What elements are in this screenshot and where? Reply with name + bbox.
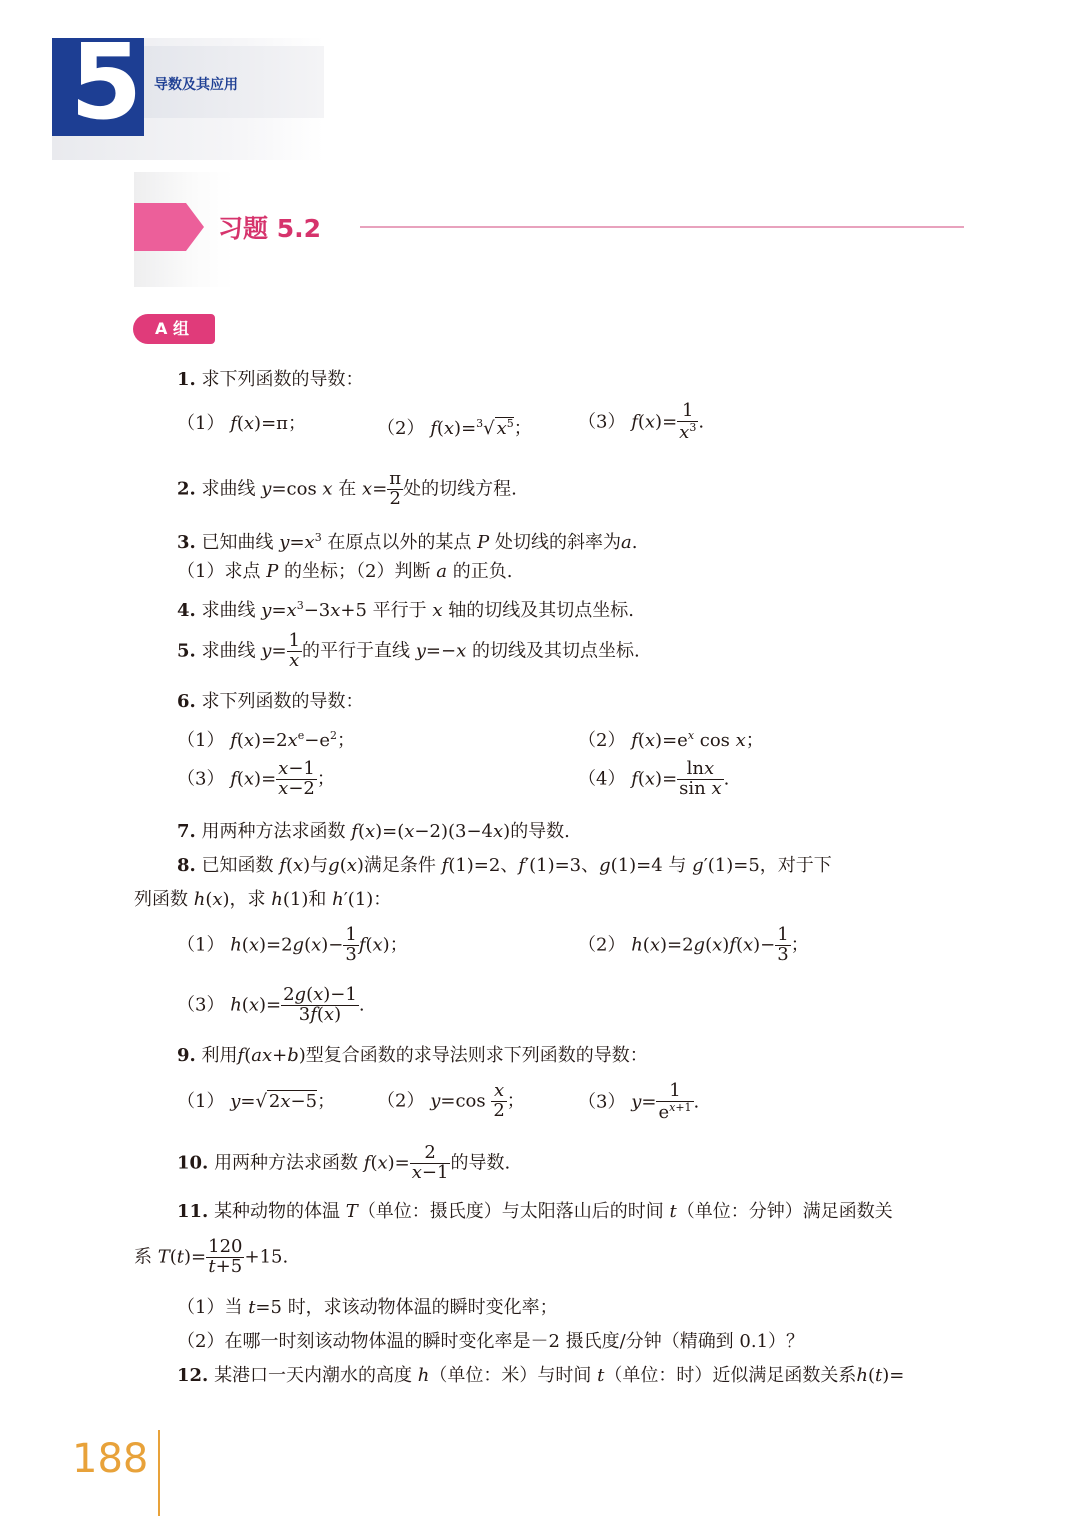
exercise-1-part-3: （3） f(x)= $\frac{1}{x^3}$ . bbox=[578, 400, 705, 443]
exercise-9: 9. 利用f(ax+b)型复合函数的求导法则求下列函数的导数： bbox=[177, 1045, 648, 1066]
chapter-number: 5 bbox=[70, 21, 143, 143]
exercise-8-part-3: （3） h(x)= $\frac{2g(x)-1}{3f(x)}$ . bbox=[177, 984, 365, 1025]
exercise-4: 4. 求曲线 $y=x^3-3x+5$ 平行于 x 轴的切线及其切点坐标. bbox=[177, 599, 635, 621]
exercise-1-part-2: （2） f(x)=$^3$√ $x^5$； bbox=[377, 417, 532, 439]
exercise-1: 1. 求下列函数的导数： bbox=[177, 369, 364, 390]
exercise-6: 6. 求下列函数的导数： bbox=[177, 691, 364, 712]
exercise-11-question-2: （2）在哪一时刻该动物体温的瞬时变化率是－2 摄氏度/分钟（精确到 0.1）？ bbox=[177, 1331, 805, 1352]
exercise-8-part-2: （2） h(x)=2g(x)f(x)− $\frac{1}{3}$ ； bbox=[578, 924, 809, 965]
exercise-7: 7. 用两种方法求函数 f(x)=(x−2)(3−4x)的导数. bbox=[177, 821, 570, 842]
page-number: 188 bbox=[72, 1436, 149, 1482]
exercise-6-part-4: （4） f(x)= $\frac{\ln x}{\text{sin x}}$ . bbox=[578, 758, 730, 799]
exercise-2: 2. 求曲线 y=cos x 在 x= $\frac{\pi}{2}$ 处的切线方程. bbox=[177, 468, 517, 509]
exercise-5: 5. 求曲线 y= $\frac{1}{x}$ 的平行于直线 y=−x 的切线及其切点坐标. bbox=[177, 630, 640, 671]
exercise-9-part-2: （2） y=cos $\frac{x}{2}$ ； bbox=[377, 1080, 525, 1121]
exercise-6-part-1: （1） $f(x)=2x^e-e^2$； bbox=[177, 729, 356, 751]
group-badge: A 组 bbox=[133, 314, 215, 344]
exercise-3-parts: （1）求点 P 的坐标；（2）判断 a 的正负. bbox=[177, 561, 513, 582]
exercise-11: 11. 某种动物的体温 T（单位：摄氏度）与太阳落山后的时间 t（单位：分钟）满足函数关 bbox=[177, 1201, 893, 1222]
section-divider bbox=[360, 226, 964, 228]
exercise-6-part-3: （3） f(x)= $\frac{x-1}{x-2}$ ； bbox=[177, 758, 335, 799]
exercise-8-part-1: （1） h(x)=2g(x)− $\frac{1}{3}$ f(x)； bbox=[177, 924, 408, 965]
exercise-8-line-2: 列函数 h(x)，求 h(1)和 h′(1)： bbox=[134, 889, 392, 910]
section-title: 习题 5.2 bbox=[218, 214, 321, 243]
exercise-11-question-1: （1）当 t=5 时，求该动物体温的瞬时变化率； bbox=[177, 1297, 558, 1318]
exercise-6-part-2: （2） $f(x)=e^x$ cos x； bbox=[578, 729, 764, 751]
chapter-title: 导数及其应用 bbox=[154, 77, 238, 93]
exercise-11-formula: 系 T(t)= $\frac{120}{t+5}$ +15. bbox=[134, 1236, 289, 1277]
exercise-9-part-1: （1） y=√ 2x−5； bbox=[177, 1091, 336, 1112]
section-arrow-icon bbox=[134, 203, 204, 251]
exercise-3: 3. 已知曲线 $y=x^3$ 在原点以外的某点 P 处切线的斜率为a. bbox=[177, 531, 638, 553]
exercise-12: 12. 某港口一天内潮水的高度 h（单位：米）与时间 t（单位：时）近似满足函数关系h(t)= bbox=[177, 1365, 905, 1386]
exercise-9-part-3: （3） y= $\frac{1}{e^{x+1}}$ . bbox=[578, 1080, 700, 1123]
exercise-8: 8. 已知函数 f(x)与g(x)满足条件 f(1)=2、f′(1)=3、g(1)=4 与 g′(1)=5，对于下 bbox=[177, 855, 832, 876]
exercise-10: 10. 用两种方法求函数 f(x)= $\frac{2}{x-1}$ 的导数. bbox=[177, 1142, 511, 1183]
page-number-divider bbox=[158, 1430, 160, 1516]
exercise-1-part-1: （1） f(x)=π； bbox=[177, 413, 306, 434]
